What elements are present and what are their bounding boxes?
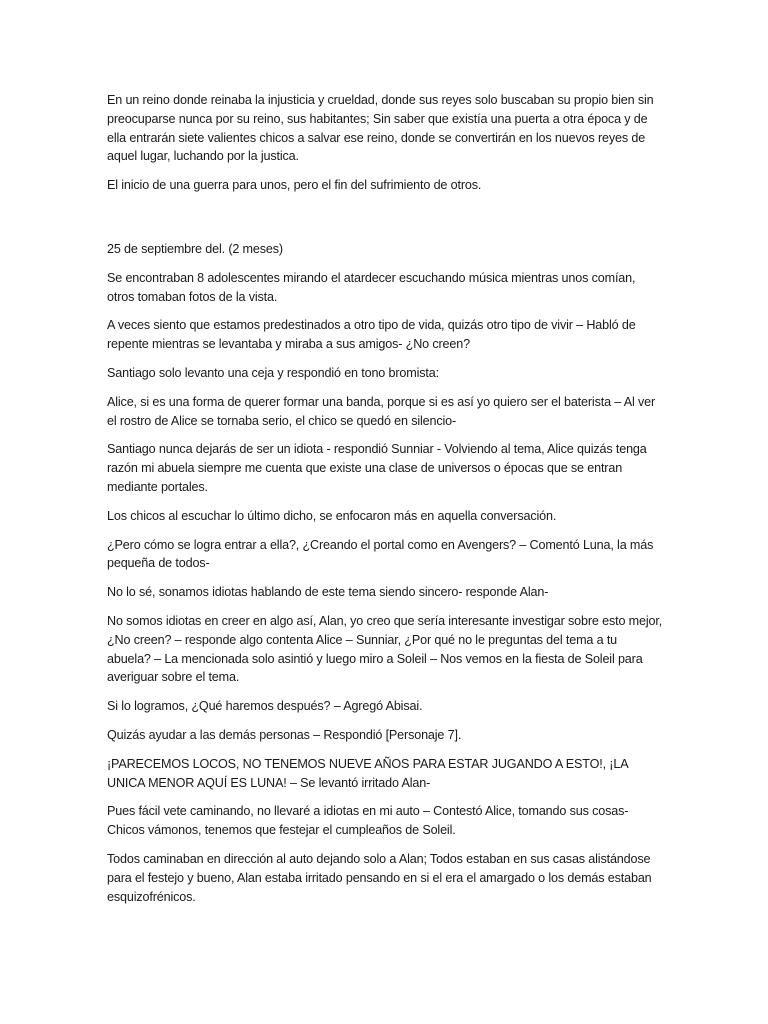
story-paragraph: Se encontraban 8 adolescentes mirando el atardecer escuchando música mientras unos comían, otros tomaban fotos de la vista. <box>107 270 636 304</box>
section-spacer <box>107 205 663 240</box>
intro-paragraph-1: En un reino donde reinaba la injusticia y crueldad, donde sus reyes solo buscaban su propio bien sin preocuparse nunca por su reino, sus habitantes; Sin saber que existía una puerta a otra época y de ella entrarán siete valientes chicos a salvar ese reino, donde se convertirán en los nuevos reyes de aquel lugar, luchando por la justica. <box>107 93 654 164</box>
story-paragraph: Alice, si es una forma de querer formar una banda, porque si es así yo quiero ser el baterista – Al ver el rostro de Alice se tornaba serio, el chico se quedó en silencio- <box>107 394 656 428</box>
story-paragraph: No somos idiotas en creer en algo así, Alan, yo creo que sería interesante investigar sobre esto mejor, ¿No creen? – responde algo contenta Alice – Sunniar, ¿Por qué no le preguntas del tema a tu abuela? – La mencionada solo asintió y luego miro a Soleil – Nos vemos en la fiesta de Soleil para averiguar sobre el tema. <box>107 613 663 685</box>
story-paragraph: ¡PARECEMOS LOCOS, NO TENEMOS NUEVE AÑOS PARA ESTAR JUGANDO A ESTO!, ¡LA UNICA MENOR AQUÍ ES LUNA! – Se levantó irritado Alan- <box>107 756 628 790</box>
story-paragraph: Los chicos al escuchar lo último dicho, se enfocaron más en aquella conversación. <box>107 508 557 523</box>
story-paragraph: A veces siento que estamos predestinados a otro tipo de vida, quizás otro tipo de vivir – Habló de repente mientras se levantaba y miraba a sus amigos- ¿No creen? <box>107 318 636 352</box>
intro-paragraph-2: El inicio de una guerra para unos, pero el fin del sufrimiento de otros. <box>107 178 482 193</box>
date-heading: 25 de septiembre del. (2 meses) <box>107 241 283 256</box>
story-paragraph: Todos caminaban en dirección al auto dejando solo a Alan; Todos estaban en sus casas alistándose para el festejo y bueno, Alan estaba irritado pensando en si el era el amargado o los demás estaban esquizofrénicos. <box>107 851 652 904</box>
story-paragraph: Pues fácil vete caminando, no llevaré a idiotas en mi auto – Contestó Alice, tomando sus cosas- Chicos vámonos, tenemos que festejar el cumpleaños de Soleil. <box>107 804 629 838</box>
story-paragraph: Santiago nunca dejarás de ser un idiota - respondió Sunniar - Volviendo al tema, Alice quizás tenga razón mi abuela siempre me cuenta que existe una clase de universos o épocas que se entran mediante portales. <box>107 442 647 494</box>
story-paragraph: ¿Pero cómo se logra entrar a ella?, ¿Creando el portal como en Avengers? – Comentó Luna, la más pequeña de todos- <box>107 537 654 571</box>
story-paragraph: Si lo logramos, ¿Qué haremos después? – Agregó Abisai. <box>107 699 423 714</box>
story-paragraph: Santiago solo levanto una ceja y respondió en tono bromista: <box>107 365 439 380</box>
document-page <box>107 91 663 916</box>
story-paragraph: Quizás ayudar a las demás personas – Respondió [Personaje 7]. <box>107 727 462 742</box>
story-paragraph: No lo sé, sonamos idiotas hablando de este tema siendo sincero- responde Alan- <box>107 585 549 600</box>
